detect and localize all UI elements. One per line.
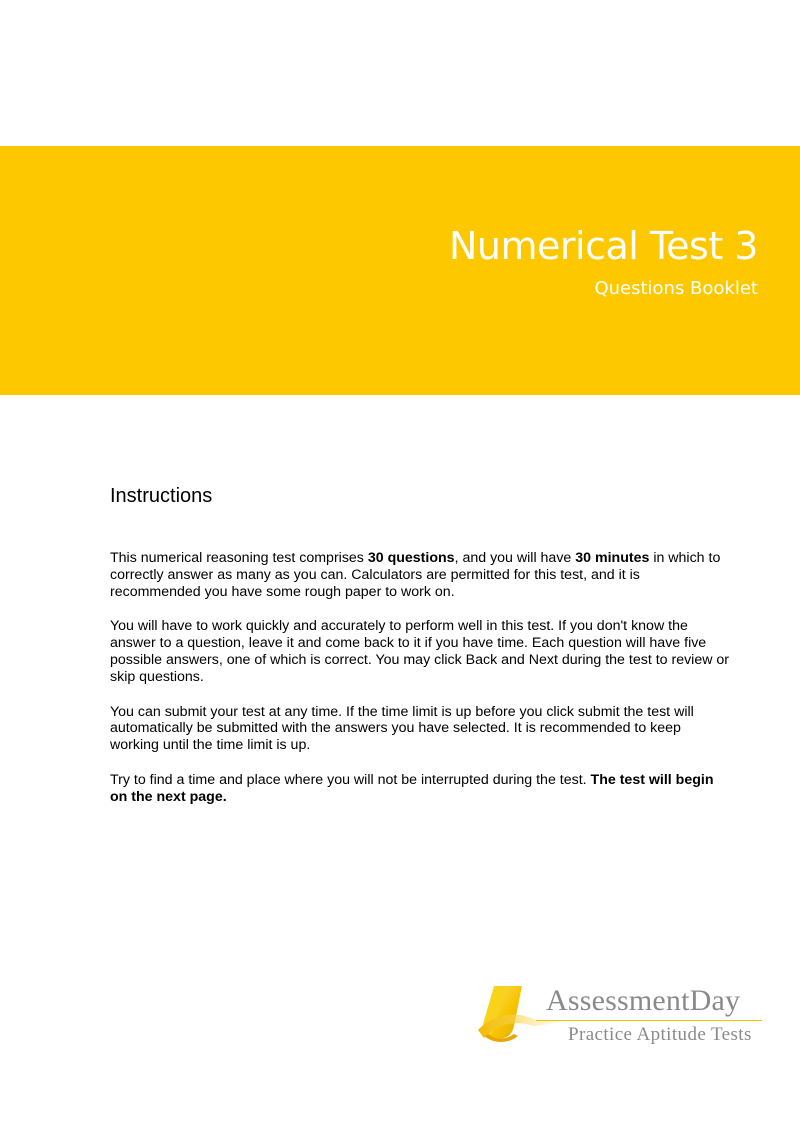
instructions-paragraph-1 bbox=[110, 550, 730, 600]
instructions-section bbox=[110, 483, 730, 824]
title-banner bbox=[0, 146, 800, 395]
p4-text-1: Try to find a time and place where you will not be interrupted during the test. bbox=[110, 771, 591, 788]
p1-text-2: , and you will have bbox=[454, 550, 576, 566]
document-title: Numerical Test 3 bbox=[449, 224, 758, 268]
assessmentday-logo bbox=[474, 980, 774, 1050]
time-limit: 30 minutes bbox=[575, 550, 650, 566]
instructions-heading: Instructions bbox=[110, 485, 213, 507]
instructions-paragraph-2: You will have to work quickly and accurately to perform well in this test. If you don't know the answer to a question, leave it and come back to it if you have time. Each question will have five possible answers, one of which is correct. You may click Back and Next during the test to review or skip questions. bbox=[110, 618, 730, 685]
logo-divider bbox=[536, 1020, 762, 1021]
instructions-paragraph-4 bbox=[110, 772, 730, 806]
instructions-paragraph-3: You can submit your test at any time. If the time limit is up before you click submit the test will automatically be submitted with the answers you have selected. It is recommended to keep working until the time limit is up. bbox=[110, 703, 694, 754]
p1-text-1: This numerical reasoning test comprises bbox=[110, 550, 368, 566]
p1-text-3: in which to correctly answer as many as you can. Calculators are permitted for this test, and it is recommended you have some rough paper to work on. bbox=[110, 550, 721, 600]
question-count: 30 questions bbox=[367, 550, 455, 566]
document-subtitle: Questions Booklet bbox=[594, 278, 758, 299]
brand-tagline: Practice Aptitude Tests bbox=[568, 1024, 752, 1045]
next-page-note: The test will begin on the next page. bbox=[110, 771, 714, 805]
brand-name: AssessmentDay bbox=[546, 984, 741, 1017]
